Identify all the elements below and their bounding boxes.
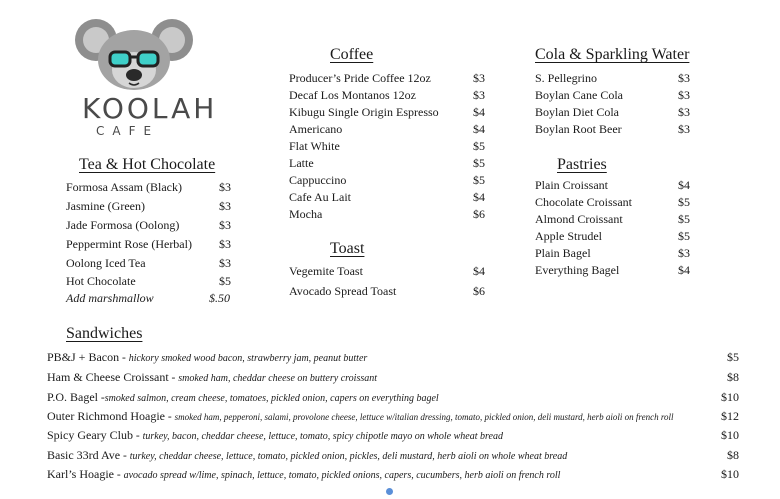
sandwich-price: $10 bbox=[721, 390, 739, 404]
item-name: Avocado Spread Toast bbox=[289, 284, 397, 298]
item-price: $6 bbox=[473, 284, 485, 298]
sandwich-row bbox=[47, 390, 739, 406]
separator: - bbox=[120, 450, 130, 462]
item-name: Peppermint Rose (Herbal) bbox=[66, 237, 192, 251]
sandwich-name: P.O. Bagel bbox=[47, 390, 98, 404]
koolah-logo bbox=[74, 12, 218, 140]
item-price: $3 bbox=[219, 237, 231, 251]
toast-heading: Toast bbox=[330, 240, 365, 257]
item-price: $4 bbox=[473, 122, 485, 136]
separator: - bbox=[168, 372, 179, 384]
item-price: $4 bbox=[678, 178, 690, 192]
sandwich-name: Ham & Cheese Croissant bbox=[47, 370, 169, 384]
item-price: $3 bbox=[219, 218, 231, 232]
item-price: $3 bbox=[219, 199, 231, 213]
item-price: $3 bbox=[473, 88, 485, 102]
item-name: Add marshmallow bbox=[66, 291, 154, 305]
sandwich-row bbox=[47, 409, 739, 424]
brand-name: KOOLAH bbox=[82, 92, 218, 125]
separator: - bbox=[164, 411, 175, 423]
sandwich-desc: smoked salmon, cream cheese, tomatoes, pickled onion, capers on everything bagel bbox=[104, 393, 439, 404]
item-name: Jade Formosa (Oolong) bbox=[66, 218, 180, 232]
item-name: Everything Bagel bbox=[535, 263, 620, 277]
sandwich-row bbox=[47, 467, 739, 483]
separator: - bbox=[119, 352, 129, 364]
item-name: Plain Bagel bbox=[535, 246, 591, 260]
item-price: $5 bbox=[473, 156, 485, 170]
item-price: $3 bbox=[678, 246, 690, 260]
item-price: $3 bbox=[678, 105, 690, 119]
sandwich-desc: turkey, cheddar cheese, lettuce, tomato, pickled onion, pickles, deli mustard, herb aioli on whole wheat bread bbox=[129, 451, 568, 462]
item-price: $5 bbox=[473, 139, 485, 153]
sandwich-desc: smoked ham, pepperoni, salami, provolone cheese, lettuce w/italian dressing, tomato, pickled onion, deli mustard, herb aioli on french roll bbox=[174, 412, 674, 422]
item-name: Apple Strudel bbox=[535, 229, 602, 243]
sandwich-name: Basic 33rd Ave bbox=[47, 448, 121, 462]
sandwich-name: Outer Richmond Hoagie bbox=[47, 409, 165, 423]
separator: - bbox=[113, 469, 124, 481]
item-name: Almond Croissant bbox=[535, 212, 623, 226]
item-name: Latte bbox=[289, 156, 314, 170]
sandwich-price: $10 bbox=[721, 428, 739, 442]
item-name: Boylan Root Beer bbox=[535, 122, 622, 136]
item-price: $5 bbox=[678, 195, 690, 209]
brand-sub: CAFE bbox=[96, 124, 160, 138]
sandwich-price: $10 bbox=[721, 467, 739, 481]
item-price: $5 bbox=[678, 212, 690, 226]
item-price: $3 bbox=[219, 256, 231, 270]
item-name: Boylan Cane Cola bbox=[535, 88, 623, 102]
sandwich-name: Spicy Geary Club bbox=[47, 428, 133, 442]
pastries-heading: Pastries bbox=[557, 156, 607, 173]
sandwich-row bbox=[47, 428, 739, 444]
sandwich-row bbox=[47, 370, 739, 386]
item-price: $6 bbox=[473, 207, 485, 221]
pin-icon bbox=[386, 488, 393, 495]
sandwich-desc: hickory smoked wood bacon, strawberry jam, peanut butter bbox=[128, 353, 368, 364]
item-name: Hot Chocolate bbox=[66, 274, 136, 288]
item-price: $3 bbox=[678, 88, 690, 102]
separator: - bbox=[98, 392, 105, 404]
sandwich-desc: turkey, bacon, cheddar cheese, lettuce, tomato, spicy chipotle mayo on whole wheat bread bbox=[142, 431, 503, 442]
item-price: $4 bbox=[473, 190, 485, 204]
item-price: $3 bbox=[678, 71, 690, 85]
tea-heading: Tea & Hot Chocolate bbox=[79, 156, 216, 173]
item-price: $4 bbox=[473, 105, 485, 119]
item-name: Formosa Assam (Black) bbox=[66, 180, 182, 194]
item-name: Americano bbox=[289, 122, 343, 136]
koala-icon bbox=[74, 12, 194, 90]
item-name: Cafe Au Lait bbox=[289, 190, 351, 204]
item-price: $.50 bbox=[209, 291, 230, 305]
item-name: Decaf Los Montanos 12oz bbox=[289, 88, 416, 102]
item-name: Boylan Diet Cola bbox=[535, 105, 619, 119]
item-name: Mocha bbox=[289, 207, 323, 221]
item-price: $5 bbox=[219, 274, 231, 288]
item-price: $5 bbox=[678, 229, 690, 243]
sandwich-row bbox=[47, 350, 739, 366]
item-name: Kibugu Single Origin Espresso bbox=[289, 105, 439, 119]
sandwich-name: Karl’s Hoagie bbox=[47, 467, 114, 481]
item-name: S. Pellegrino bbox=[535, 71, 597, 85]
item-price: $4 bbox=[678, 263, 690, 277]
sandwich-desc: avocado spread w/lime, spinach, lettuce, tomato, pickled onions, capers, cucumbers, herb aioli on french roll bbox=[123, 470, 561, 481]
item-name: Plain Croissant bbox=[535, 178, 609, 192]
item-price: $3 bbox=[219, 180, 231, 194]
item-name: Chocolate Croissant bbox=[535, 195, 632, 209]
item-price: $3 bbox=[678, 122, 690, 136]
item-name: Producer’s Pride Coffee 12oz bbox=[289, 71, 431, 85]
item-name: Jasmine (Green) bbox=[66, 199, 145, 213]
separator: - bbox=[133, 430, 143, 442]
sandwich-price: $12 bbox=[721, 409, 739, 423]
item-name: Cappuccino bbox=[289, 173, 347, 187]
item-price: $3 bbox=[473, 71, 485, 85]
coffee-heading: Coffee bbox=[330, 46, 374, 63]
sandwiches-heading: Sandwiches bbox=[66, 325, 143, 342]
item-price: $5 bbox=[473, 173, 485, 187]
item-name: Flat White bbox=[289, 139, 340, 153]
item-price: $4 bbox=[473, 264, 485, 278]
item-name: Oolong Iced Tea bbox=[66, 256, 146, 270]
sandwich-price: $5 bbox=[727, 350, 739, 364]
sandwich-price: $8 bbox=[727, 370, 739, 384]
sandwich-price: $8 bbox=[727, 448, 739, 462]
cola-heading: Cola & Sparkling Water bbox=[535, 46, 690, 63]
sandwich-name: PB&J + Bacon bbox=[47, 350, 120, 364]
sandwich-row bbox=[47, 448, 739, 464]
sandwich-desc: smoked ham, cheddar cheese on buttery croissant bbox=[178, 373, 377, 384]
item-name: Vegemite Toast bbox=[289, 264, 363, 278]
